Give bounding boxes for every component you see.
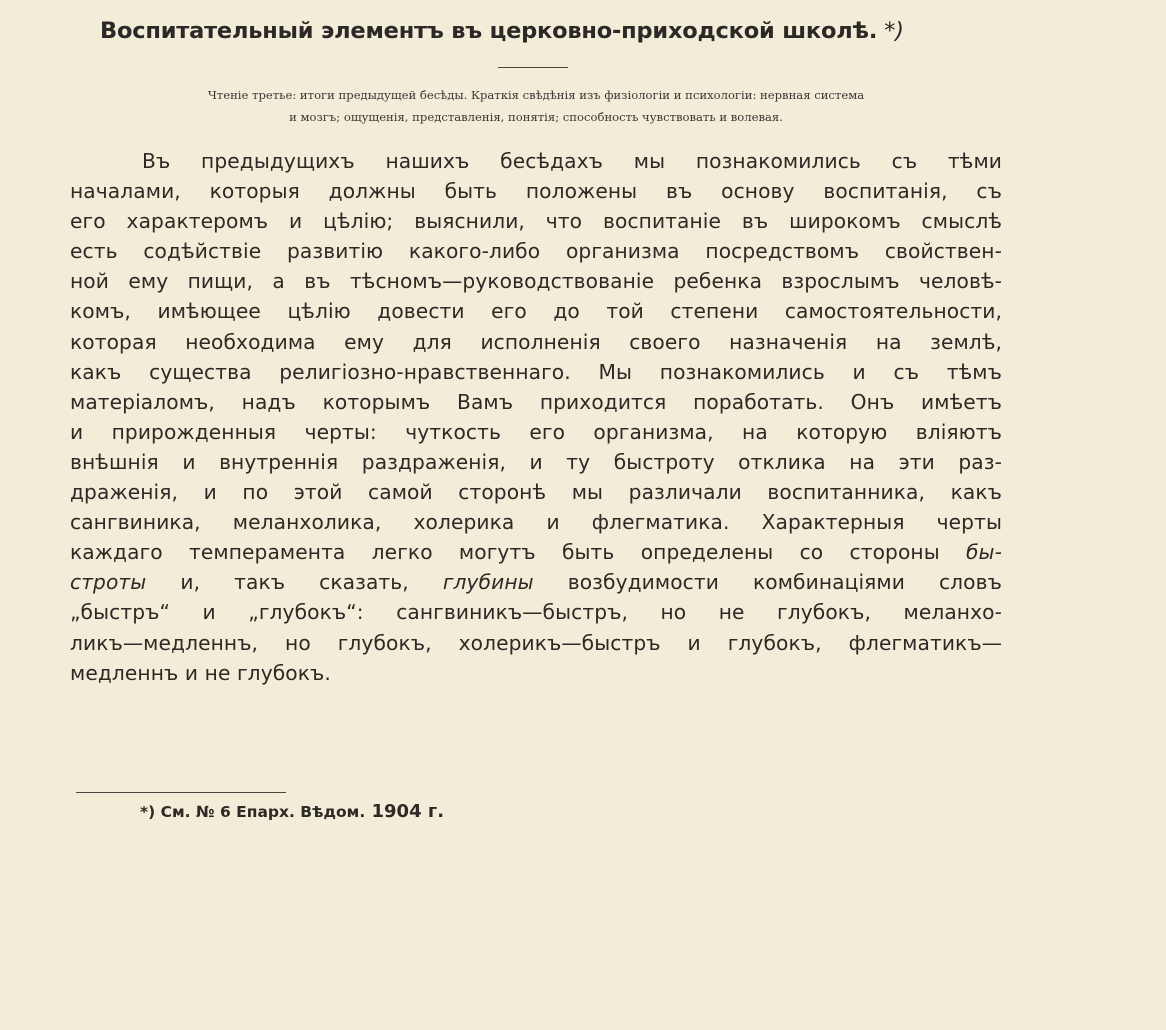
paragraph-line: ной ему пищи, а въ тѣсномъ—руководствованіе ребенка взрослымъ человѣ-	[70, 269, 1002, 294]
italic-word: строты	[70, 570, 147, 595]
paragraph-line: медленнъ и не глубокъ.	[70, 660, 331, 685]
line-segment: и, такъ сказать,	[146, 570, 409, 595]
footnote-divider	[76, 792, 286, 793]
paragraph-line: ликъ—медленнъ, но глубокъ, холерикъ—быстръ и глубокъ, флегматикъ—	[70, 630, 1002, 655]
paragraph-line: какъ существа религіозно-нравственнаго. Мы познакомились и съ тѣмъ	[70, 359, 1002, 384]
article-title	[100, 14, 1000, 48]
article-title-text: Воспитательный элементъ въ церковно-приходской школѣ.	[100, 18, 878, 44]
italic-word: глубины	[408, 570, 534, 595]
paragraph-line: Въ предыдущихъ нашихъ бесѣдахъ мы познакомились съ тѣми	[142, 149, 1002, 173]
paragraph-line	[70, 567, 1002, 597]
paragraph-line: „быстръ“ и „глубокъ“: сангвиникъ—быстръ, но не глубокъ, меланхо-	[70, 600, 1002, 625]
italic-word: бы-	[939, 540, 1002, 565]
footnote-reference-mark: *)	[877, 18, 904, 44]
footnote-text: *) См. № 6 Епарх. Вѣдом.	[140, 803, 366, 821]
main-paragraph	[70, 146, 1002, 688]
paragraph-line: есть содѣйствіе развитію какого-либо организма посредствомъ свойствен-	[70, 239, 1002, 264]
paragraph-line: внѣшнія и внутреннія раздраженія, и ту быстроту отклика на эти раз-	[70, 449, 1002, 474]
paragraph-line: матеріаломъ, надъ которымъ Вамъ приходится поработать. Онъ имѣетъ	[70, 389, 1002, 414]
paragraph-line	[70, 537, 1002, 567]
chapter-summary	[68, 84, 1004, 128]
footnote	[140, 798, 444, 826]
paragraph-line: драженія, и по этой самой сторонѣ мы различали воспитанника, какъ	[70, 480, 1002, 505]
paragraph-line: которая необходима ему для исполненія своего назначенія на землѣ,	[70, 329, 1002, 354]
paragraph-line: и прирожденныя черты: чуткость его организма, на которую вліяютъ	[70, 419, 1002, 444]
footnote-year: 1904 г.	[365, 801, 445, 822]
paragraph-line: комъ, имѣющее цѣлію довести его до той степени самостоятельности,	[70, 299, 1002, 324]
title-divider	[498, 67, 568, 68]
summary-line: Чтеніе третье: итоги предыдущей бесѣды. Краткія свѣдѣнія изъ физіологіи и психологіи: нервная система	[207, 88, 865, 102]
paragraph-line: сангвиника, меланхолика, холерика и флегматика. Характерныя черты	[70, 510, 1002, 535]
paragraph-line: его характеромъ и цѣлію; выяснили, что воспитаніе въ широкомъ смыслѣ	[70, 209, 1002, 234]
line-segment: каждаго темперамента легко могутъ быть определены со стороны	[70, 540, 940, 565]
summary-line: и мозгъ; ощущенія, представленія, понятія; способность чувствовать и волевая.	[289, 110, 783, 124]
paragraph-line: началами, которыя должны быть положены въ основу воспитанія, съ	[70, 179, 1002, 204]
line-segment: возбудимости комбинаціями словъ	[533, 570, 1002, 595]
